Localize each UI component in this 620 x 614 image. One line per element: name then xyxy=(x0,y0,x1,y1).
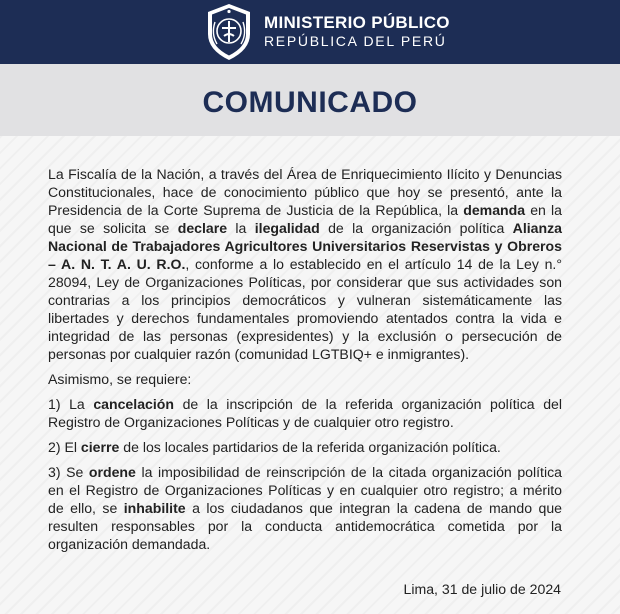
intro-text-4: de la organización política xyxy=(319,220,513,236)
item3-text-2: la imposibilidad de reinscripción de la citada organización política en el Registro de Organizaciones Políticas y en cualquier otro registro; a mérito de ello, se xyxy=(48,464,562,516)
requirement-item-3 xyxy=(48,463,562,553)
intro-text-5: , conforme a lo establecido en el artículo 14 de la Ley n.° 28094, Ley de Organizaciones Políticas, por considerar que sus actividades son contrarias a los principios democráticos y vulneran sistemáticamente las libertades y derechos fundamentales promoviendo atentados contra la vida e integridad de las personas (expresidentes) y la exclusión o persecución de personas por cualquier razón (comunidad LGTBIQ+ e inmigrantes). xyxy=(48,256,562,362)
requirement-item-1 xyxy=(48,395,562,431)
org-subtitle: REPÚBLICA DEL PERÚ xyxy=(264,33,447,49)
intro-text-3: la xyxy=(227,220,255,236)
item1-text-2: de la inscripción de la referida organización política del Registro de Organizaciones Políticas y de cualquier otro registro. xyxy=(48,396,562,430)
seal-icon xyxy=(202,2,256,62)
date-line: Lima, 31 de julio de 2024 xyxy=(403,581,561,597)
intro-bold-demanda: demanda xyxy=(463,202,526,218)
header-bar xyxy=(0,0,620,64)
item3-text-3: a los ciudadanos que integran la cadena de mando que resulten responsables por la conducta antidemocrática cometida por la organización demandada. xyxy=(48,500,562,552)
intro-paragraph xyxy=(48,165,562,363)
item1-text-1: 1) La xyxy=(48,396,94,412)
intro-text-1: La Fiscalía de la Nación, a través del Área de Enriquecimiento Ilícito y Denuncias Constitucionales, hace de conocimiento público que hoy se presentó, ante la Presidencia de la Corte Suprema de Justicia de la República, la xyxy=(48,166,562,218)
item2-bold: cierre xyxy=(80,439,120,455)
intro-bold-ilegalidad: ilegalidad xyxy=(254,220,320,236)
item3-text-1: 3) Se xyxy=(48,464,89,480)
item2-text-2: de los locales partidarios de la referida organización política. xyxy=(119,439,501,455)
item2-text-1: 2) El xyxy=(48,439,81,455)
intro-bold-org-name: Alianza Nacional de Trabajadores Agricultores Universitarios Reservistas y Obreros – A. N. T. A. U. R.O. xyxy=(48,220,562,272)
communique-body xyxy=(48,165,562,560)
intro-text-2: en la que se solicita se xyxy=(48,202,562,236)
page-title: COMUNICADO xyxy=(202,86,418,119)
org-name: MINISTERIO PÚBLICO xyxy=(264,13,450,32)
item1-bold: cancelación xyxy=(93,396,175,412)
intro-bold-declare: declare xyxy=(177,220,228,236)
requirements-intro: Asimismo, se requiere: xyxy=(48,371,192,387)
requirement-item-2 xyxy=(48,438,562,456)
item3-bold-inhabilite: inhabilite xyxy=(123,500,186,516)
institution-logo xyxy=(202,2,502,62)
item3-bold-ordene: ordene xyxy=(88,464,136,480)
